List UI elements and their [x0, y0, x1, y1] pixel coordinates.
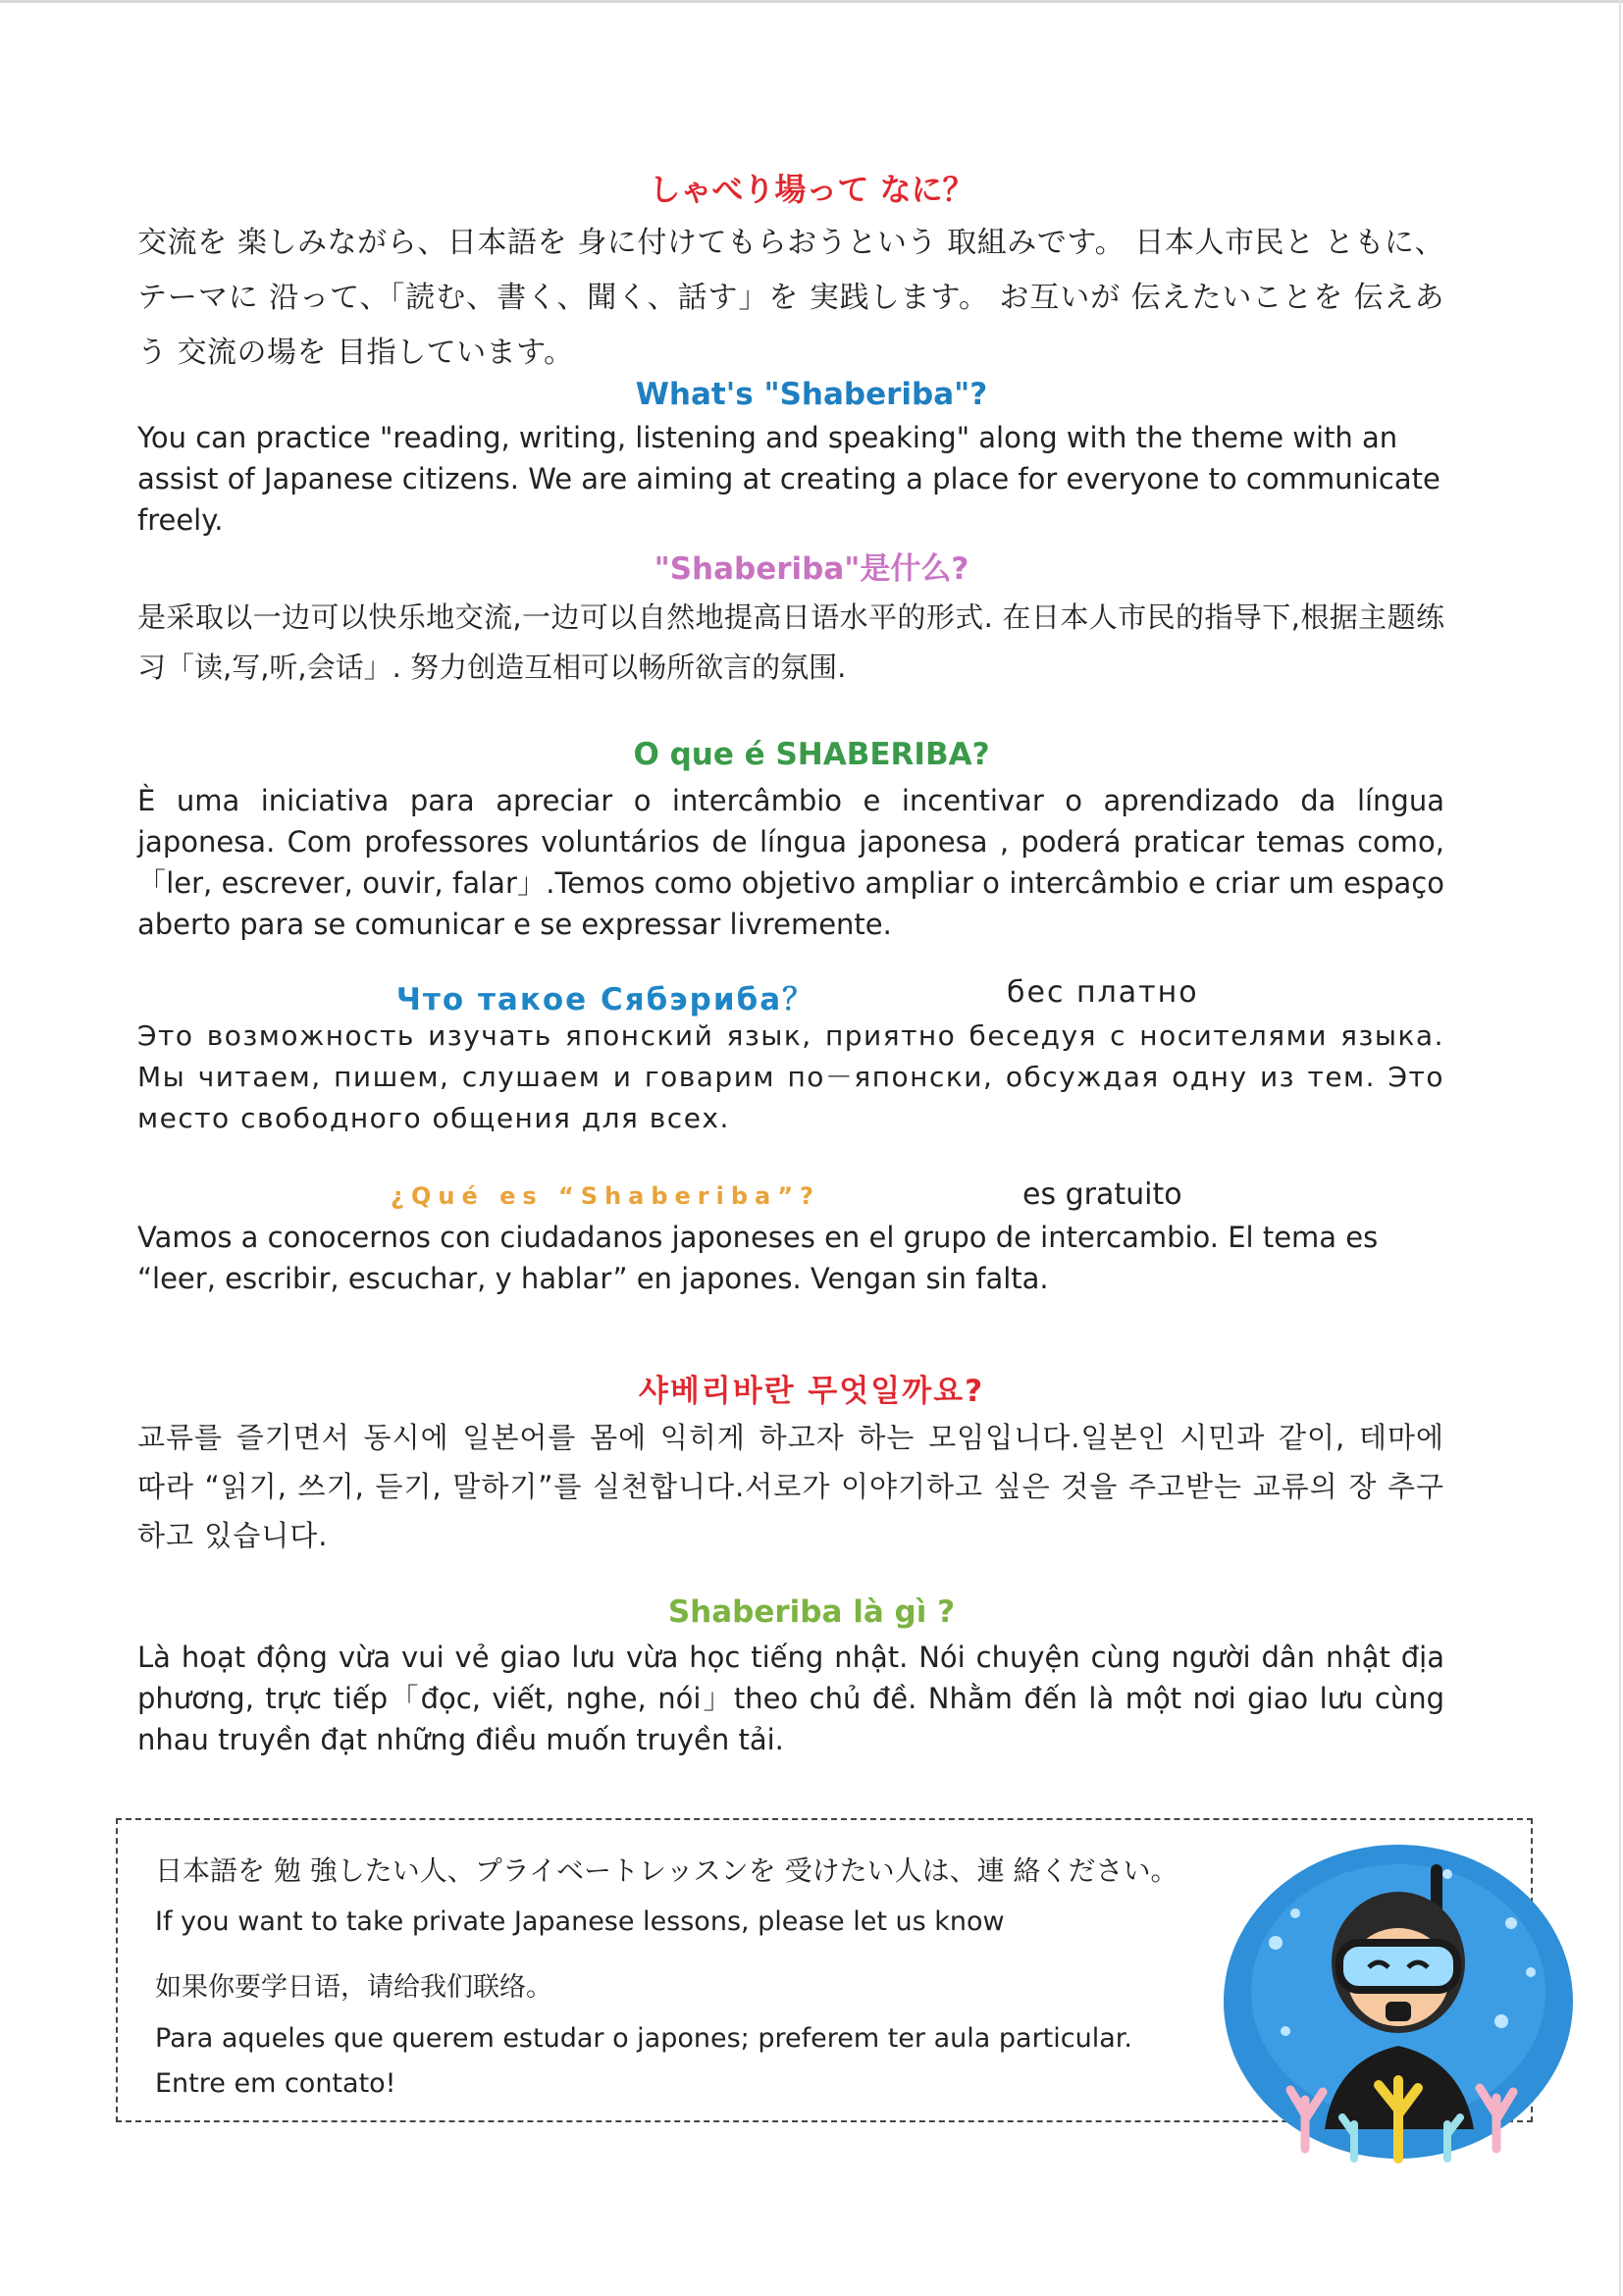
lesson-chinese-text: 如果你要学日语，请给我们联络。	[155, 1972, 552, 2003]
page-right-edge	[1619, 0, 1621, 2296]
russian-body: Это возможность изучать японский язык, приятно беседуя с носителями языка. Мы читаем, пишем, слушаем и говарим по－японски, обсуждая одну из тем. Это место свободного общения для всех.	[137, 1019, 1444, 1134]
portuguese-body: È uma iniciativa para apreciar o intercâmbio e incentivar o aprendizado da língua japonesa. Com professores voluntários de língua japonesa , poderá praticar temas como, 「ler, escrever, ouvir, falar」.Temos como objetivo ampliar o intercâmbio e criar um espaço aberto para se comunicar e se expressar livremente.	[137, 784, 1444, 941]
lesson-portuguese-text-2: Entre em contato!	[155, 2068, 396, 2099]
portuguese-heading: O que é SHABERIBA?	[633, 737, 990, 772]
spanish-heading: ¿Qué es “Shaberiba”?	[391, 1182, 820, 1210]
english-heading: What's "Shaberiba"?	[635, 377, 988, 412]
chinese-heading: "Shaberiba"是什么?	[654, 551, 969, 587]
vietnamese-body: Là hoạt động vừa vui vẻ giao lưu vừa học tiếng nhật. Nói chuyện cùng người dân nhật địa phương, trực tiếp「đọc, viết, nghe, nói」theo chủ đề. Nhằm đến là một nơi giao lưu cùng nhau truyền đạt những điều muốn truyền tải.	[137, 1641, 1444, 1756]
japanese-body: 交流を 楽しみながら、日本語を 身に付けてもらおうという 取組みです。 日本人市民と ともに、テーマに 沿って、「読む、書く、聞く、話す」を 実践します。 お互いが 伝えたいことを 伝えあう 交流の場を 目指しています。	[137, 226, 1444, 370]
russian-free-note: бес платно	[1007, 975, 1199, 1010]
korean-heading: 샤베리바란 무엇일까요?	[638, 1374, 985, 1409]
lesson-portuguese-text-1: Para aqueles que querem estudar o japones; preferem ter aula particular.	[155, 2023, 1132, 2054]
russian-heading: Что такое Сябэриба？	[395, 982, 815, 1018]
lesson-japanese-text: 日本語を 勉 強したい人、プライベートレッスンを 受けたい人は、連 絡ください。	[155, 1854, 1178, 1887]
english-body: You can practice "reading, writing, listening and speaking" along with the theme with an assist of Japanese citizens. We are aiming at creating a place for everyone to communicate freely.	[137, 421, 1440, 537]
diver-illustration	[1217, 1835, 1580, 2168]
spanish-free-note: es gratuito	[1022, 1177, 1182, 1212]
lesson-english-text: If you want to take private Japanese lessons, please let us know	[155, 1906, 1005, 1937]
page-top-edge	[0, 0, 1623, 3]
japanese-heading: しゃべり場って なに？	[649, 171, 974, 208]
chinese-body: 是采取以一边可以快乐地交流,一边可以自然地提高日语水平的形式. 在日本人市民的指导下,根据主题练习「读,写,听,会话」. 努力创造互相可以畅所欲言的氛围.	[137, 600, 1444, 684]
korean-body: 교류를 즐기면서 동시에 일본어를 몸에 익히게 하고자 하는 모임입니다.일본인 시민과 같이, 테마에 따라 “읽기, 쓰기, 듣기, 말하기”를 실천합니다.서로가 이야기하고 싶은 것을 주고받는 교류의 장 추구하고 있습니다.	[137, 1421, 1444, 1552]
spanish-body: Vamos a conocernos con ciudadanos japoneses en el grupo de intercambio. El tema es “leer, escribir, escuchar, y hablar” en japones. Vengan sin falta.	[137, 1221, 1379, 1295]
vietnamese-heading: Shaberiba là gì ?	[667, 1594, 956, 1630]
